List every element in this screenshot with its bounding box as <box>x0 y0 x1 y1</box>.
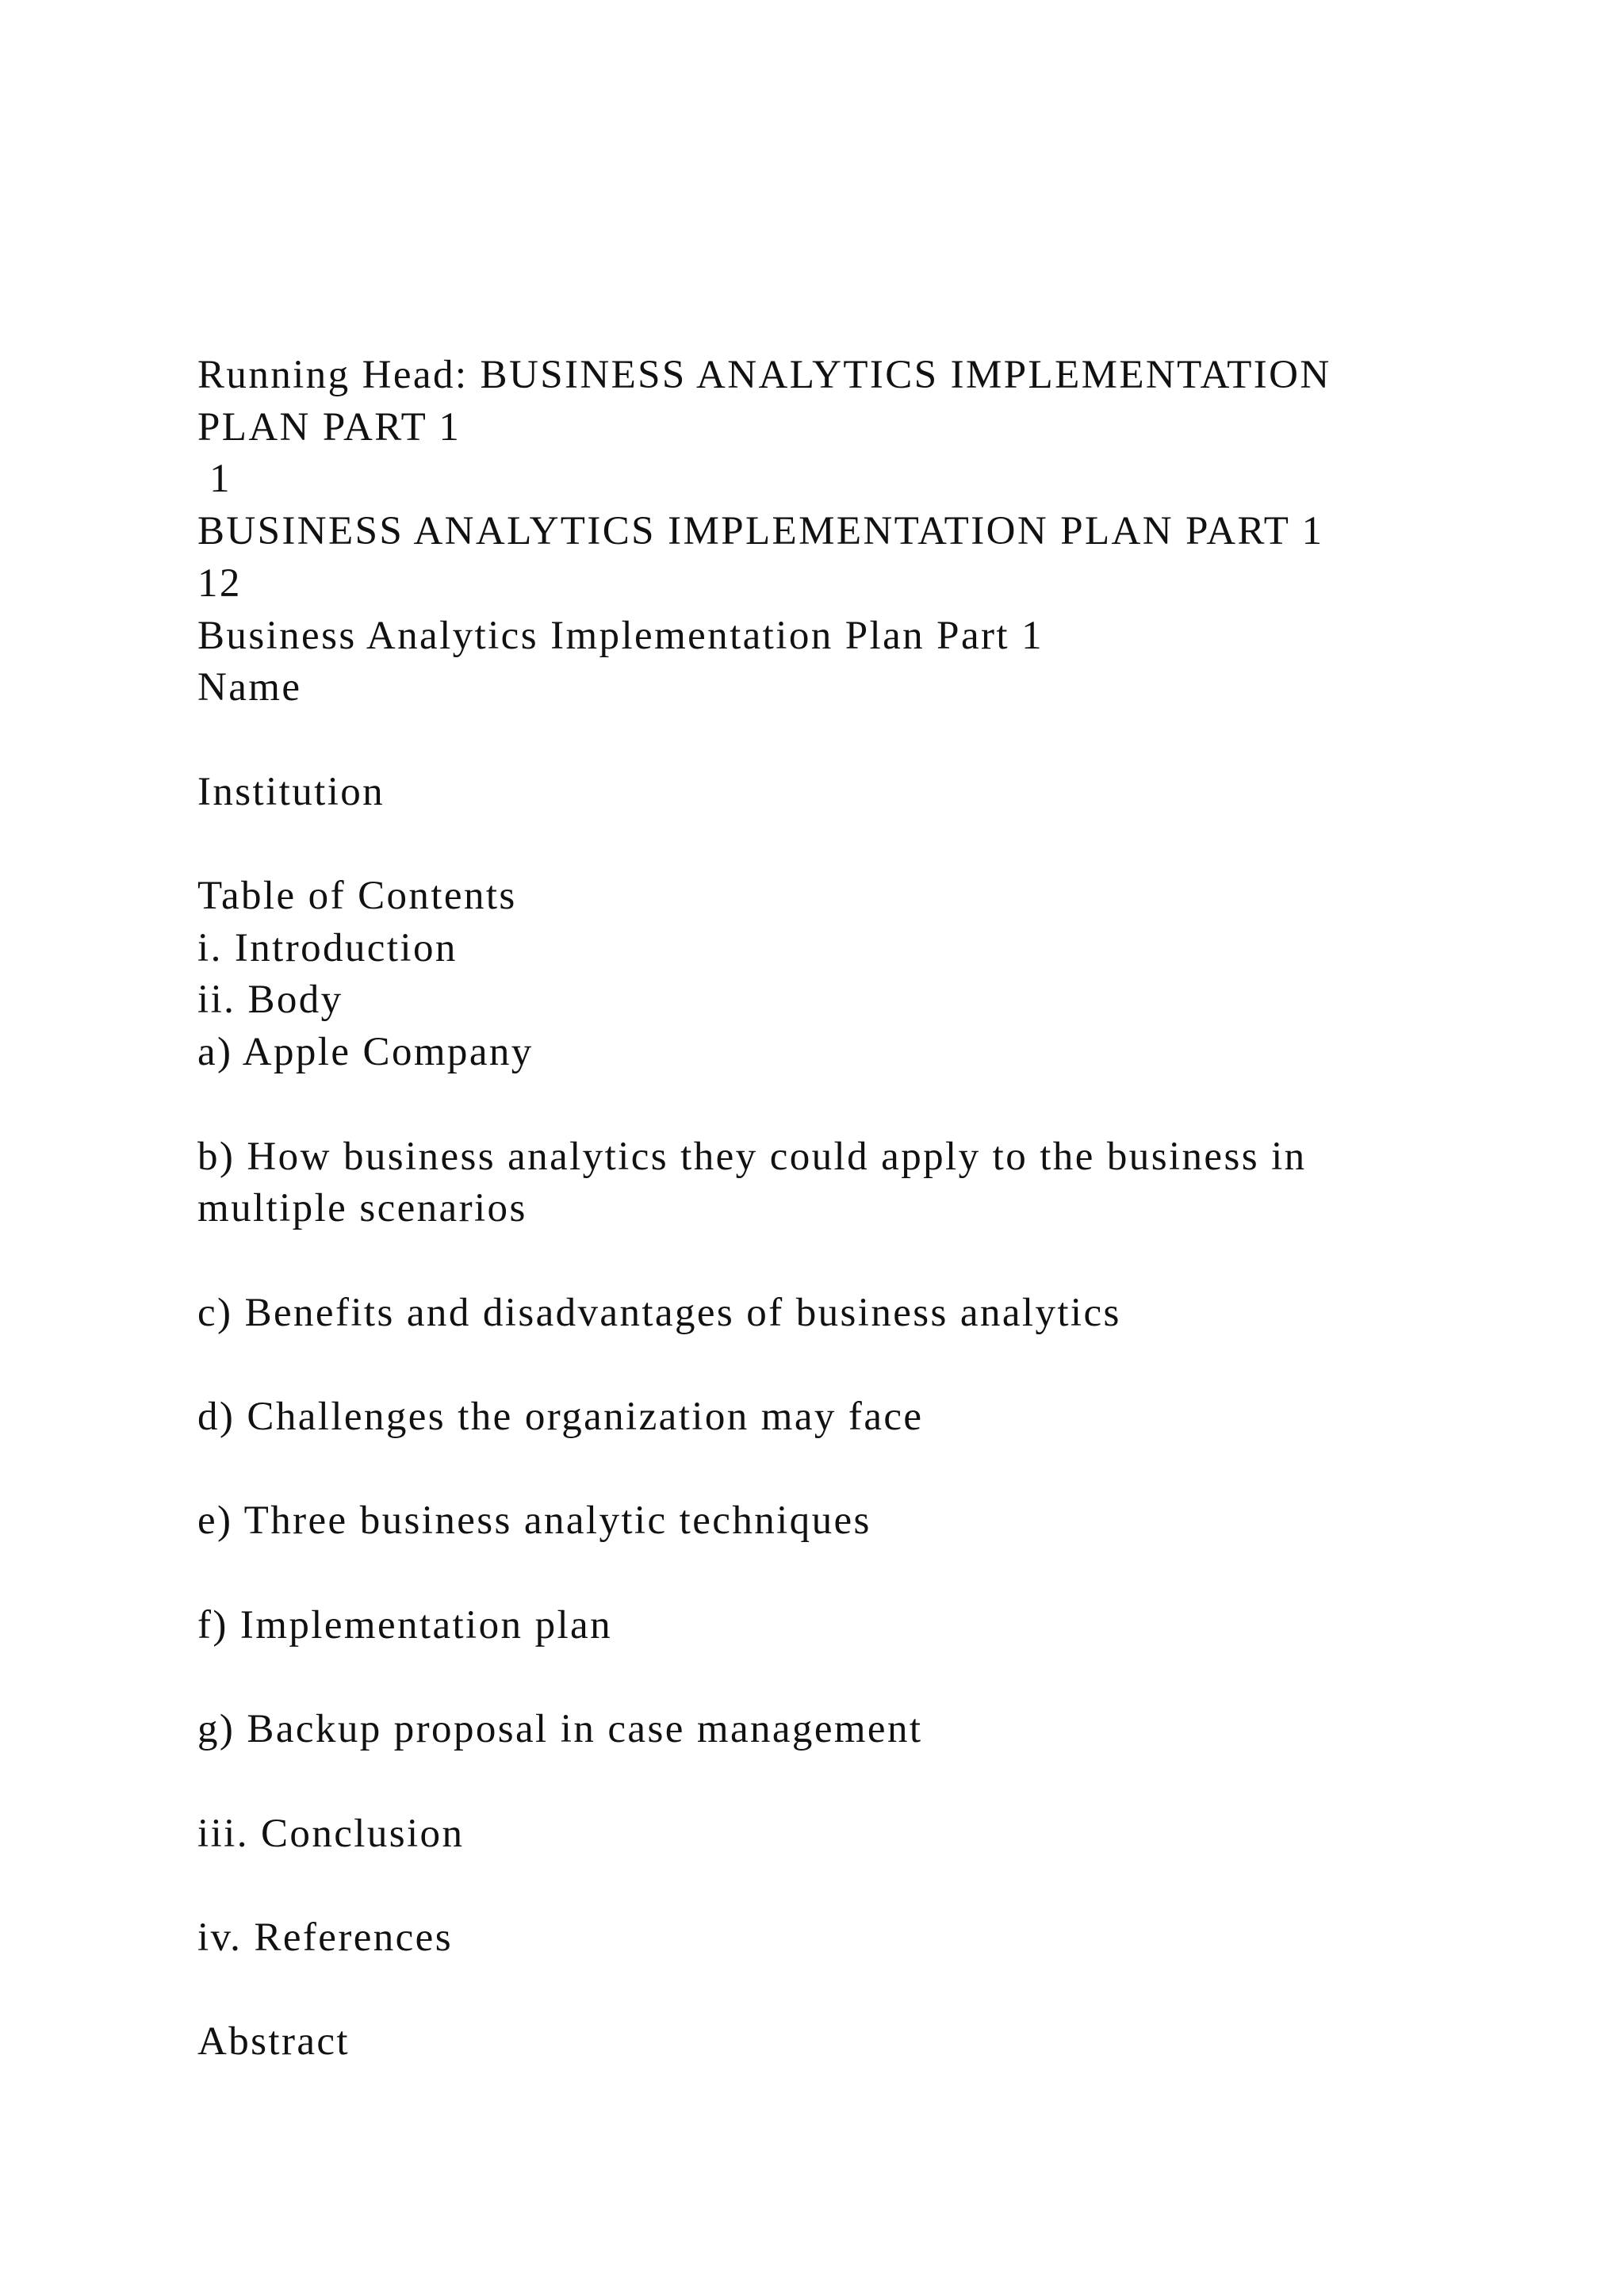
toc-item-apple-company: a) Apple Company <box>197 1030 534 1075</box>
blank-line <box>197 1651 1466 1704</box>
toc-item-how-analytics-line-1: b) How business analytics they could apply to the business in <box>197 1134 1307 1179</box>
page-number-12: 12 <box>197 561 242 606</box>
blank-line <box>197 714 1466 767</box>
toc-item-implementation-plan: f) Implementation plan <box>197 1602 612 1647</box>
document-title: Business Analytics Implementation Plan Part 1 <box>197 613 1044 658</box>
blank-line <box>197 1965 1466 2017</box>
author-name: Name <box>197 665 302 710</box>
toc-item-body: ii. Body <box>197 978 343 1023</box>
running-head-line-2: PLAN PART 1 <box>197 404 462 450</box>
toc-item-conclusion: iii. Conclusion <box>197 1811 465 1856</box>
blank-line <box>197 1079 1466 1131</box>
toc-item-techniques: e) Three business analytic techniques <box>197 1498 871 1544</box>
page-number-1: 1 <box>197 457 232 502</box>
blank-line <box>197 1339 1466 1391</box>
toc-item-benefits: c) Benefits and disadvantages of business analytics <box>197 1290 1121 1335</box>
abstract-heading: Abstract <box>197 2019 350 2064</box>
toc-item-how-analytics-line-2: multiple scenarios <box>197 1186 527 1231</box>
blank-line <box>197 1860 1466 1912</box>
blank-line <box>197 1756 1466 1808</box>
institution: Institution <box>197 769 385 814</box>
running-head-line-1: Running Head: BUSINESS ANALYTICS IMPLEMENTATION <box>197 353 1331 397</box>
toc-heading: Table of Contents <box>197 874 517 918</box>
blank-line <box>197 1444 1466 1496</box>
header-repeat: BUSINESS ANALYTICS IMPLEMENTATION PLAN PART 1 <box>197 509 1324 554</box>
toc-item-backup-proposal: g) Backup proposal in case management <box>197 1707 923 1752</box>
toc-item-introduction: i. Introduction <box>197 925 458 970</box>
toc-item-references: iv. References <box>197 1915 453 1960</box>
document-body <box>197 350 1466 2068</box>
toc-item-challenges: d) Challenges the organization may face <box>197 1394 924 1439</box>
blank-line <box>197 1235 1466 1288</box>
blank-line <box>197 1548 1466 1600</box>
blank-line <box>197 818 1466 871</box>
